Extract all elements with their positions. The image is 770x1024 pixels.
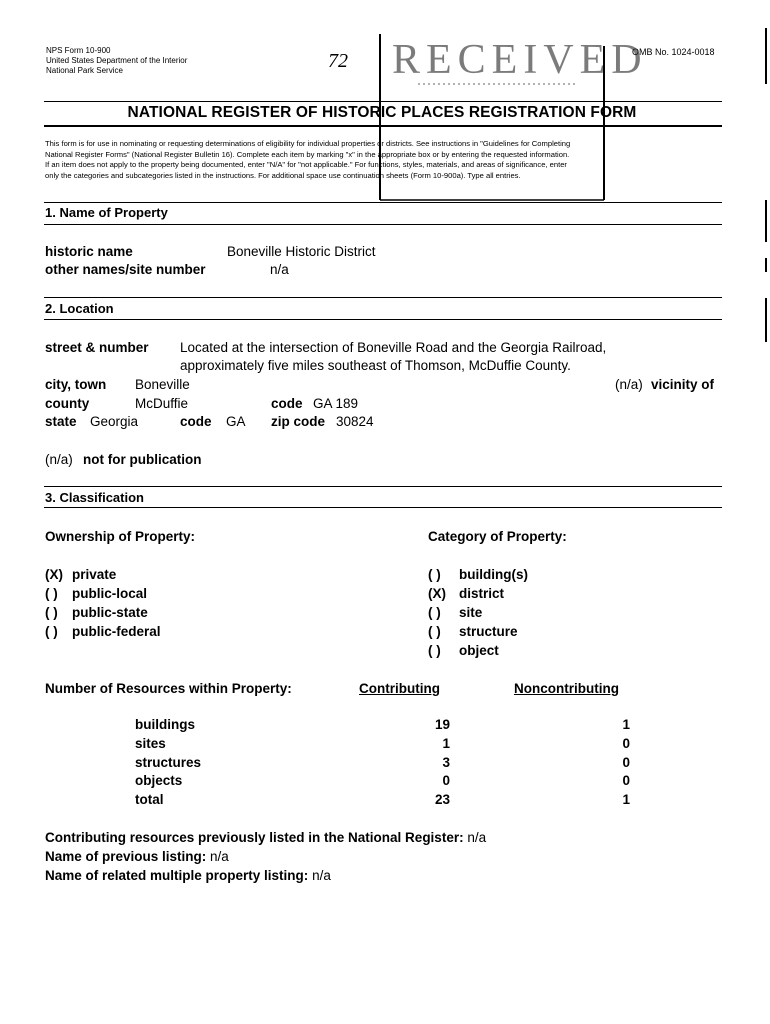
contributing-count: 23 bbox=[434, 792, 450, 807]
resources-label: Number of Resources within Property: bbox=[45, 681, 292, 696]
section3-bottom-rule bbox=[44, 507, 722, 508]
instructions-line: If an item does not apply to the property being documented, enter "N/A" for "not applicable." For functions, styles, materials, and areas of significance, enter bbox=[45, 160, 567, 170]
zip-value: 30824 bbox=[336, 414, 374, 429]
vicinity-label: vicinity of bbox=[651, 377, 715, 392]
previous-listing-line bbox=[45, 849, 229, 864]
street-value-line1: Located at the intersection of Boneville Road and the Georgia Railroad, bbox=[180, 340, 607, 355]
resource-type: structures bbox=[135, 755, 202, 770]
previously-listed-line bbox=[45, 830, 486, 845]
noncontributing-count: 1 bbox=[622, 717, 630, 732]
resource-type: total bbox=[135, 792, 164, 807]
service-name: National Park Service bbox=[46, 66, 123, 75]
ownership-option: public-federal bbox=[72, 624, 161, 639]
ownership-mark: ( ) bbox=[45, 586, 58, 601]
category-mark: ( ) bbox=[428, 624, 441, 639]
state-value: Georgia bbox=[90, 414, 139, 429]
section2-bottom-rule bbox=[44, 319, 722, 320]
category-option: site bbox=[459, 605, 483, 620]
historic-name-label: historic name bbox=[45, 244, 133, 259]
noncontributing-count: 0 bbox=[622, 736, 630, 751]
other-names-value: n/a bbox=[270, 262, 289, 277]
ownership-heading: Ownership of Property: bbox=[45, 529, 196, 544]
ownership-option: public-state bbox=[72, 605, 148, 620]
county-label: county bbox=[45, 396, 90, 411]
street-label: street & number bbox=[45, 340, 149, 355]
noncontributing-header: Noncontributing bbox=[514, 681, 619, 696]
previously-listed-label: Contributing resources previously listed in the National Register: bbox=[45, 830, 464, 845]
county-value: McDuffie bbox=[135, 396, 189, 411]
noncontributing-count: 0 bbox=[622, 773, 630, 788]
section3-heading: 3. Classification bbox=[45, 490, 144, 505]
county-code-value: GA 189 bbox=[313, 396, 359, 411]
previous-listing-label: Name of previous listing: bbox=[45, 849, 207, 864]
category-option: structure bbox=[459, 624, 518, 639]
related-mpl-line bbox=[45, 868, 331, 883]
ownership-option: private bbox=[72, 567, 117, 582]
related-mpl-label: Name of related multiple property listing: bbox=[45, 868, 309, 883]
historic-name-value: Boneville Historic District bbox=[227, 244, 376, 259]
title-top-rule bbox=[44, 101, 722, 102]
resource-type: sites bbox=[135, 736, 166, 751]
county-code-label: code bbox=[271, 396, 303, 411]
previously-listed-value: n/a bbox=[467, 830, 487, 845]
scan-margin-mark bbox=[765, 298, 767, 342]
state-code-value: GA bbox=[226, 414, 246, 429]
omb-number: OMB No. 1024-0018 bbox=[632, 47, 715, 57]
contributing-count: 3 bbox=[442, 755, 450, 770]
not-for-publication-mark: (n/a) bbox=[45, 452, 73, 467]
category-option: building(s) bbox=[459, 567, 528, 582]
instructions-line: National Register Forms" (National Register Bulletin 16). Complete each item by marking "x" in the appropriate box or by entering the requested information. bbox=[45, 149, 570, 159]
title-bottom-rule bbox=[44, 125, 722, 127]
not-for-publication-label: not for publication bbox=[83, 452, 202, 467]
contributing-count: 0 bbox=[442, 773, 450, 788]
category-mark: ( ) bbox=[428, 605, 441, 620]
city-value: Boneville bbox=[135, 377, 190, 392]
ownership-mark: (X) bbox=[45, 567, 63, 582]
scan-margin-mark bbox=[765, 28, 767, 84]
noncontributing-count: 1 bbox=[622, 792, 630, 807]
instructions-line: only the categories and subcategories listed in the instructions. For additional space use continuation sheets (Form 10-900a). Type all entries. bbox=[45, 170, 521, 180]
category-heading: Category of Property: bbox=[428, 529, 567, 544]
form-number: NPS Form 10-900 bbox=[46, 46, 111, 55]
department-name: United States Department of the Interior bbox=[46, 56, 188, 65]
section2-top-rule bbox=[44, 297, 722, 298]
state-code-label: code bbox=[180, 414, 212, 429]
noncontributing-count: 0 bbox=[622, 755, 630, 770]
category-mark: (X) bbox=[428, 586, 446, 601]
ownership-option: public-local bbox=[72, 586, 148, 601]
resource-type: buildings bbox=[135, 717, 195, 732]
contributing-count: 1 bbox=[442, 736, 450, 751]
stamp-text: RECEIVED bbox=[392, 37, 648, 83]
other-names-label: other names/site number bbox=[45, 262, 206, 277]
form-title: NATIONAL REGISTER OF HISTORIC PLACES REGISTRATION FORM bbox=[127, 104, 637, 121]
category-option: district bbox=[459, 586, 505, 601]
category-option: object bbox=[459, 643, 499, 658]
contributing-count: 19 bbox=[434, 717, 450, 732]
previous-listing-value: n/a bbox=[210, 849, 229, 864]
section1-bottom-rule bbox=[44, 224, 722, 225]
category-mark: ( ) bbox=[428, 567, 441, 582]
contributing-header: Contributing bbox=[359, 681, 440, 696]
zip-label: zip code bbox=[271, 414, 326, 429]
scan-margin-mark bbox=[765, 200, 767, 242]
category-mark: ( ) bbox=[428, 643, 441, 658]
related-mpl-value: n/a bbox=[312, 868, 331, 883]
state-label: state bbox=[45, 414, 77, 429]
scan-margin-mark bbox=[765, 258, 767, 272]
resource-type: objects bbox=[135, 773, 183, 788]
instructions bbox=[45, 139, 725, 181]
section3-top-rule bbox=[44, 486, 722, 487]
section1-heading: 1. Name of Property bbox=[45, 205, 168, 220]
street-value-line2: approximately five miles southeast of Thomson, McDuffie County. bbox=[180, 358, 571, 373]
instructions-line: This form is for use in nominating or requesting determinations of eligibility for individual properties or districts. See instructions in "Guidelines for Completing bbox=[45, 139, 571, 148]
section1-top-rule bbox=[44, 202, 722, 203]
city-label: city, town bbox=[45, 377, 107, 392]
vicinity-mark: (n/a) bbox=[615, 377, 643, 392]
ownership-mark: ( ) bbox=[45, 624, 58, 639]
form-header bbox=[46, 46, 187, 76]
ownership-mark: ( ) bbox=[45, 605, 58, 620]
handwritten-mark: 72 bbox=[328, 50, 348, 72]
section2-heading: 2. Location bbox=[45, 301, 114, 316]
